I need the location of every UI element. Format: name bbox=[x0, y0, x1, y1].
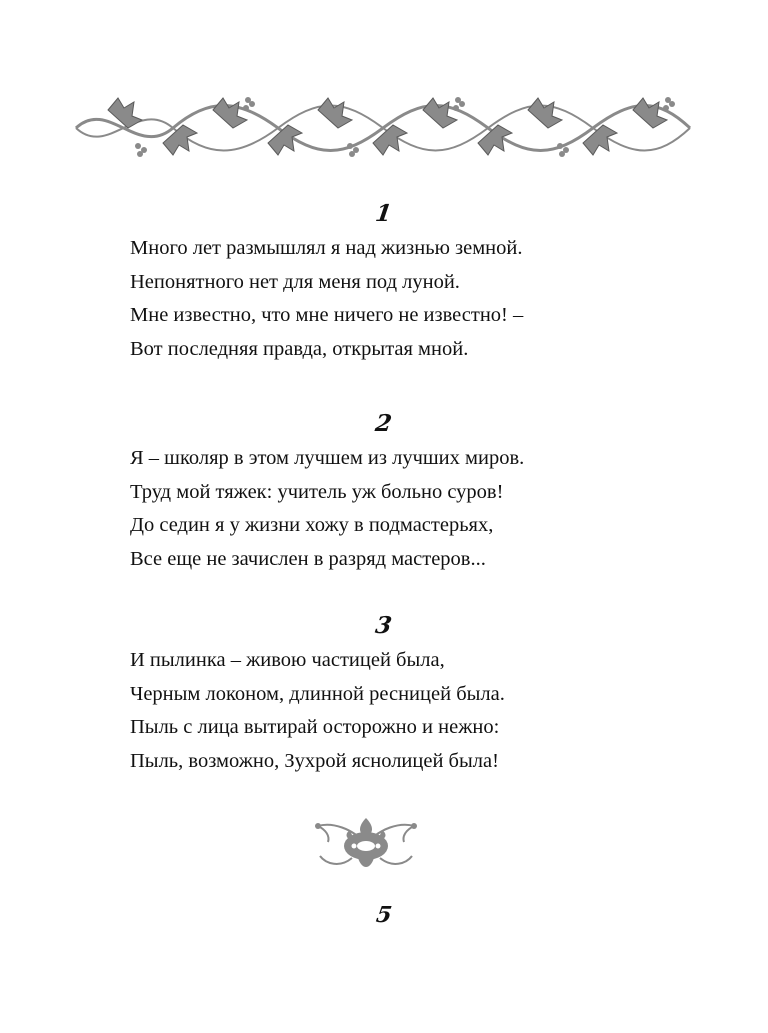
quatrain-2 bbox=[0, 408, 768, 576]
quatrain-3 bbox=[0, 610, 768, 778]
verse-line: Пыль с лица вытирай осторожно и нежно: bbox=[130, 716, 500, 738]
verse-line: Я – школяр в этом лучшем из лучших миров. bbox=[130, 447, 525, 469]
verse-line: И пылинка – живою частицей была, bbox=[130, 649, 445, 671]
vine-border-ornament bbox=[68, 88, 698, 168]
verse-line: Мне известно, что мне ничего не известно! – bbox=[130, 304, 524, 326]
verse-line: Вот последняя правда, открытая мной. bbox=[130, 337, 469, 360]
verse-line: Непонятного нет для меня под луной. bbox=[130, 270, 460, 293]
page-number: 5 bbox=[374, 902, 394, 928]
quatrain-number: 3 bbox=[373, 612, 395, 639]
verse-line: Все еще не зачислен в разряд мастеров... bbox=[130, 547, 486, 570]
quatrain-1 bbox=[0, 198, 768, 366]
floral-vignette-ornament bbox=[312, 808, 420, 878]
verse-line: Много лет размышлял я над жизнью земной. bbox=[130, 237, 523, 259]
verse-line: Пыль, возможно, Зухрой яснолицей была! bbox=[130, 749, 499, 772]
quatrain-number: 2 bbox=[373, 410, 395, 437]
quatrain-number: 1 bbox=[373, 200, 395, 227]
verse-line: Черным локоном, длинной ресницей была. bbox=[130, 682, 505, 705]
verse-line: До седин я у жизни хожу в подмастерьях, bbox=[130, 514, 494, 536]
verse-line: Труд мой тяжек: учитель уж больно суров! bbox=[130, 480, 504, 503]
